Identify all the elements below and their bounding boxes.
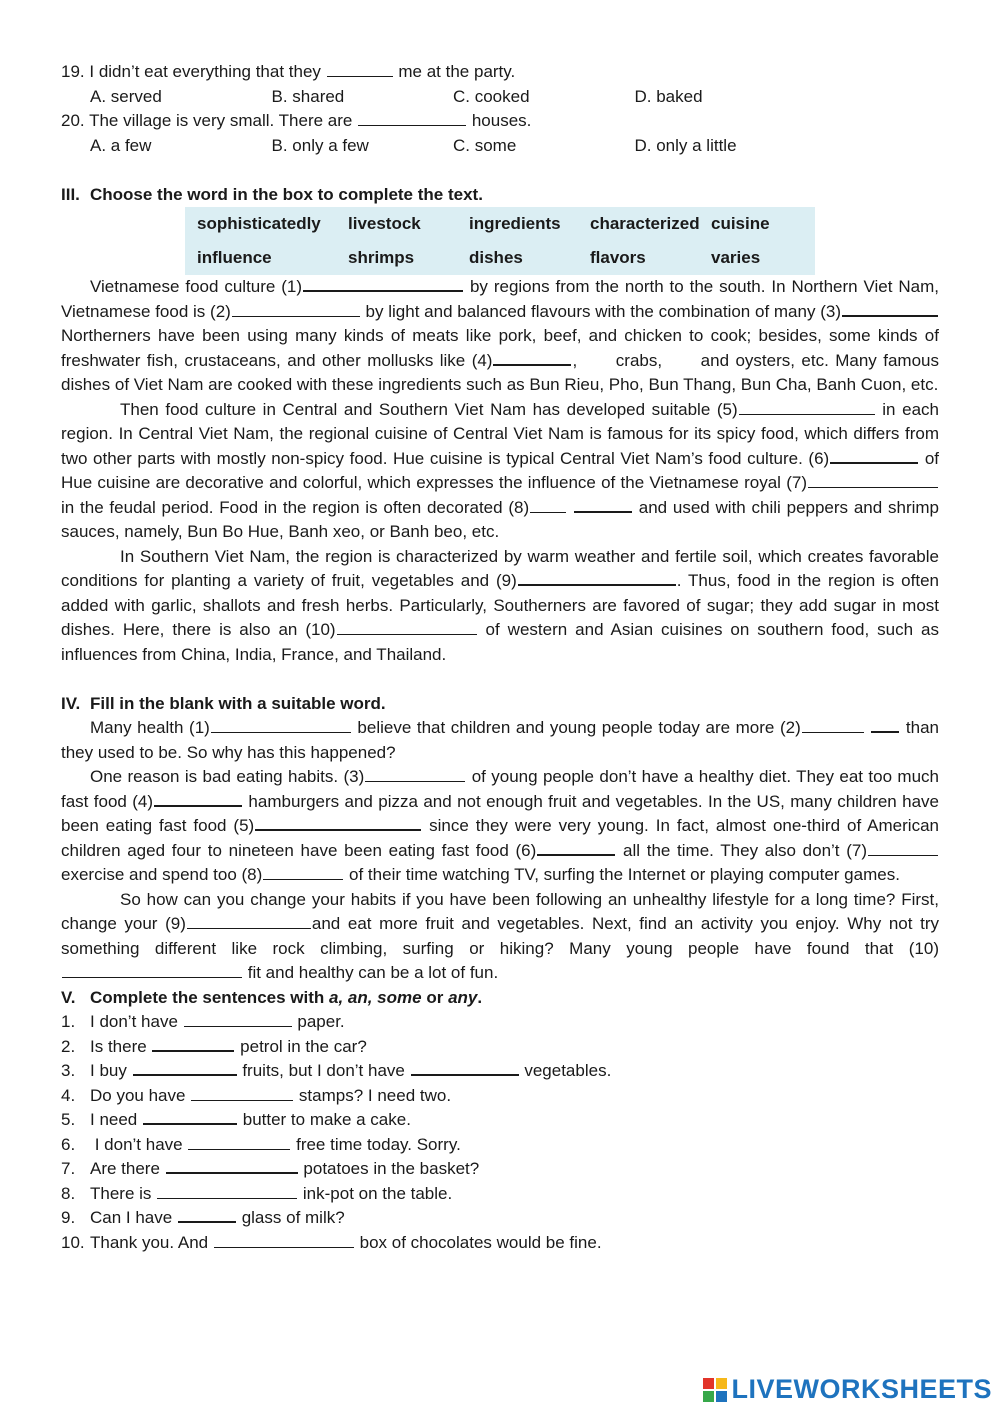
blank-iv-6[interactable] [537,839,615,856]
blank-v-3a[interactable] [133,1059,237,1076]
section-iv-paragraph-3: So how can you change your habits if you have been following an unhealthy lifestyle for a long time? First, change your (9) and eat more fruit and vegetables. Next, find an activity you enjoy. Why not try something different like rock climbing, surfing or hiking? Many young people have found that (10) fit and healthy can be a lot of fun. [61,889,939,982]
blank-v-1[interactable] [184,1011,292,1027]
blank-q19[interactable] [327,61,393,77]
word-box-item: sophisticatedly [197,214,321,233]
word-box-item: varies [711,248,761,267]
blank-iv-4[interactable] [154,790,242,807]
sentence-10: 10. Thank you. And box of chocolates would be fine. [61,1232,602,1252]
sentence-6: 6. I don’t have free time today. Sorry. [61,1134,461,1154]
blank-v-2[interactable] [152,1035,234,1052]
section-iii-heading: III. Choose the word in the box to complete the text. [61,184,483,204]
blank-v-10[interactable] [214,1232,354,1248]
option-d[interactable]: D. baked [634,86,703,106]
question-19: 19. I didn’t eat everything that they me at the party. [61,62,516,81]
sentence-2: 2. Is there petrol in the car? [61,1036,367,1056]
question-20: 20. The village is very small. There are houses. [61,111,532,130]
word-box-item: ingredients [469,214,561,233]
sentence-4: 4. Do you have stamps? I need two. [61,1085,452,1105]
word-box-item: livestock [348,214,421,233]
blank-iv-9[interactable] [187,913,311,929]
worksheet-page [61,60,944,1255]
liveworksheets-logo: LIVEWORKSHEETS [703,1374,992,1405]
blank-iv-2b[interactable] [871,716,899,733]
option-c[interactable]: C. some [453,135,517,155]
option-a[interactable]: A. a few [90,135,152,155]
blank-q20[interactable] [358,110,466,126]
blank-v-6[interactable] [188,1134,290,1150]
option-c[interactable]: C. cooked [453,86,530,106]
sentence-1: 1. I don’t have paper. [61,1012,345,1031]
word-box-item: cuisine [711,214,770,233]
blank-iv-5[interactable] [255,814,421,831]
section-v-heading: V. Complete the sentences with a, an, some or any. [61,987,483,1007]
section-iii-paragraph-3: In Southern Viet Nam, the region is characterized by warm weather and fertile soil, which creates favorable conditions for planting a variety of fruit, vegetables and (9) . Thus, food in the region is often added with garlic, shallots and fresh herbs. Particularly, Southerners are favored of sugar; they add sugar in most dishes. Here, there is also an (10) of western and Asian cuisines on southern food, such as influences from China, India, France, and Thailand. [61,546,939,664]
blank-iv-8[interactable] [263,864,343,880]
word-box-item: flavors [590,248,646,267]
word-box-item: dishes [469,248,523,267]
blank-iii-6[interactable] [830,447,918,464]
word-box-item: shrimps [348,248,415,267]
section-iv-paragraph-2: One reason is bad eating habits. (3) of young people don’t have a healthy diet. They eat too much fast food (4) hamburgers and pizza and not enough fruit and vegetables. In the US, many children have been eating fast food (5) since they were very young. In fact, almost one-third of American children aged four to nineteen have been eating fast food (6) all the time. They also don’t (7) exercise and spend too (8) of their time watching TV, surfing the Internet or playing computer games. [61,767,939,884]
blank-iv-2a[interactable] [802,717,864,733]
blank-iii-8b[interactable] [574,496,632,513]
blank-iii-3[interactable] [842,300,938,317]
options-q20 [61,134,939,159]
option-d[interactable]: D. only a little [634,135,737,155]
section-iv-paragraph-1: Many health (1) believe that children and young people today are more (2) than they used to be. So why has this happened? [61,718,939,762]
blank-iii-9[interactable] [518,569,676,586]
sentence-7: 7. Are there potatoes in the basket? [61,1159,480,1178]
blank-iv-3[interactable] [365,766,465,782]
word-box [185,207,815,275]
section-iii-paragraph-2: Then food culture in Central and Southern Viet Nam has developed suitable (5) in each region. In Central Viet Nam, the regional cuisine of Central Viet Nam is famous for its spicy food, which differs from two other parts with mostly non-spicy food. Hue cuisine is typical Central Viet Nam’s food culture. (6) of Hue cuisine are decorative and colorful, which expresses the influence of the Vietnamese royal (7) in the feudal period. Food in the region is often decorated (8) and used with chili peppers and shrimp sauces, namely, Bun Bo Hue, Banh xeo, or Banh beo, etc. [61,399,939,541]
option-b[interactable]: B. only a few [271,135,369,155]
blank-iii-1[interactable] [303,275,463,292]
blank-iii-2[interactable] [232,301,360,317]
blank-iii-5[interactable] [739,399,875,415]
section-iv-heading: IV. Fill in the blank with a suitable word. [61,693,386,713]
blank-iii-7[interactable] [808,472,938,488]
options-q19 [61,85,939,110]
sentence-3: 3. I buy fruits, but I don’t have vegetables. [61,1061,612,1080]
blank-iv-7[interactable] [868,840,938,856]
blank-iii-4[interactable] [493,349,571,366]
blank-v-7[interactable] [166,1157,298,1174]
sentence-9: 9. Can I have glass of milk? [61,1208,345,1227]
sentence-8: 8. There is ink-pot on the table. [61,1183,453,1203]
blank-v-5[interactable] [143,1108,237,1125]
blank-v-3b[interactable] [411,1059,519,1076]
sentence-5: 5. I need butter to make a cake. [61,1110,411,1129]
blank-v-4[interactable] [191,1085,293,1101]
section-iii-paragraph-1: Vietnamese food culture (1) by regions from the north to the south. In Northern Viet Nam, Vietnamese food is (2) by light and balanced flavours with the combination of many (3) Northerners have been using many kinds of meats like pork, beef, and chicken to cook; besides, some kinds of freshwater fish, crustaceans, and other mollusks like (4) , crabs, and oysters, etc. Many famous dishes of Viet Nam are cooked with these ingredients such as Bun Rieu, Pho, Bun Thang, Bun Cha, Banh Cuon, etc. [61,277,944,394]
blank-iv-10[interactable] [62,962,242,978]
logo-mark-icon [703,1378,727,1402]
word-box-item: characterized [590,214,700,233]
option-a[interactable]: A. served [90,86,162,106]
blank-iii-8a[interactable] [530,497,566,513]
option-b[interactable]: B. shared [271,86,345,106]
blank-iv-1[interactable] [211,717,351,733]
blank-v-9[interactable] [178,1206,236,1223]
word-box-item: influence [197,248,272,267]
blank-iii-10[interactable] [337,619,477,635]
blank-v-8[interactable] [157,1183,297,1199]
